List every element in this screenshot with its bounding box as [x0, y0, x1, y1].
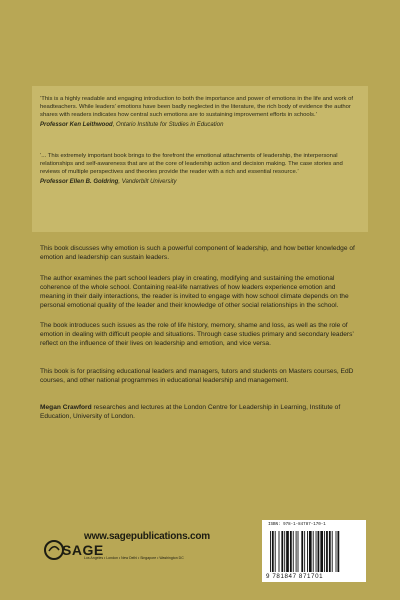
quote-text: ‘... This extremely important book brings to the forefront the emotional attachments of leadership, the interpersonal relationships and self-awareness that are at the core of leadership action and decision making. The case stories and reviews of multiple perspectives and theories provide the reader with a rich and essential resource.’ [40, 153, 343, 175]
barcode-icon [270, 531, 362, 577]
endorsement-quote [40, 96, 362, 130]
endorsement-quote [40, 153, 362, 187]
publisher-cities: Los Angeles • London • New Delhi • Singapore • Washington DC [84, 556, 184, 560]
description-paragraph: The book introduces such issues as the role of life history, memory, shame and loss, as well as the role of emotion in dealing with difficult people and situations. Through case studies primary and secondary leaders’ reflect on the influence of their lives on leadership and emotion, and vice versa. [40, 322, 354, 347]
sage-logo-icon [44, 540, 64, 565]
description-paragraph: This book is for practising educational leaders and managers, tutors and students on Masters courses, EdD courses, and other national programmes in educational leadership and management. [40, 368, 354, 384]
quote-attribution [40, 122, 362, 130]
barcode-number: 9 781847 871701 [266, 573, 324, 580]
publisher-url[interactable]: www.sagepublications.com [84, 531, 210, 542]
quote-affiliation: , Vanderbilt University [118, 178, 177, 185]
isbn-label: ISBN: 978-1-84787-170-1 [268, 523, 326, 527]
quote-attribution [40, 179, 362, 187]
description-paragraph: The author examines the part school leaders play in creating, modifying and sustaining the emotional coherence of the whole school. Containing real-life narratives of how leaders experience emotion and meaning in their daily interactions, the reader is invited to engage with how school climate depends on the personal emotional quality of the leader and their knowledge of other social relationships in the school. [40, 275, 349, 309]
author-bio [40, 404, 362, 422]
quote-affiliation: , Ontario Institute for Studies in Education [112, 121, 224, 128]
publisher-logo-text: SAGE [62, 542, 104, 558]
quote-author: Professor Ken Leithwood [40, 121, 113, 128]
quote-text: ‘This is a highly readable and engaging introduction to both the importance and power of emotions in the life and work of headteachers. While leaders’ emotions have been badly neglected in the literature, the rich body of evidence the author shares with readers indicates how central such emotions are to sustaining improvement efforts in schools.’ [40, 96, 354, 118]
quote-author: Professor Ellen B. Goldring [40, 178, 119, 185]
author-name: Megan Crawford [40, 404, 92, 411]
description-paragraph: This book discusses why emotion is such a powerful component of leadership, and how better knowledge of emotion and leadership can sustain leaders. [40, 245, 355, 261]
author-bio-text: researches and lectures at the London Centre for Leadership in Learning, Institute of Education, University of London. [40, 404, 341, 420]
